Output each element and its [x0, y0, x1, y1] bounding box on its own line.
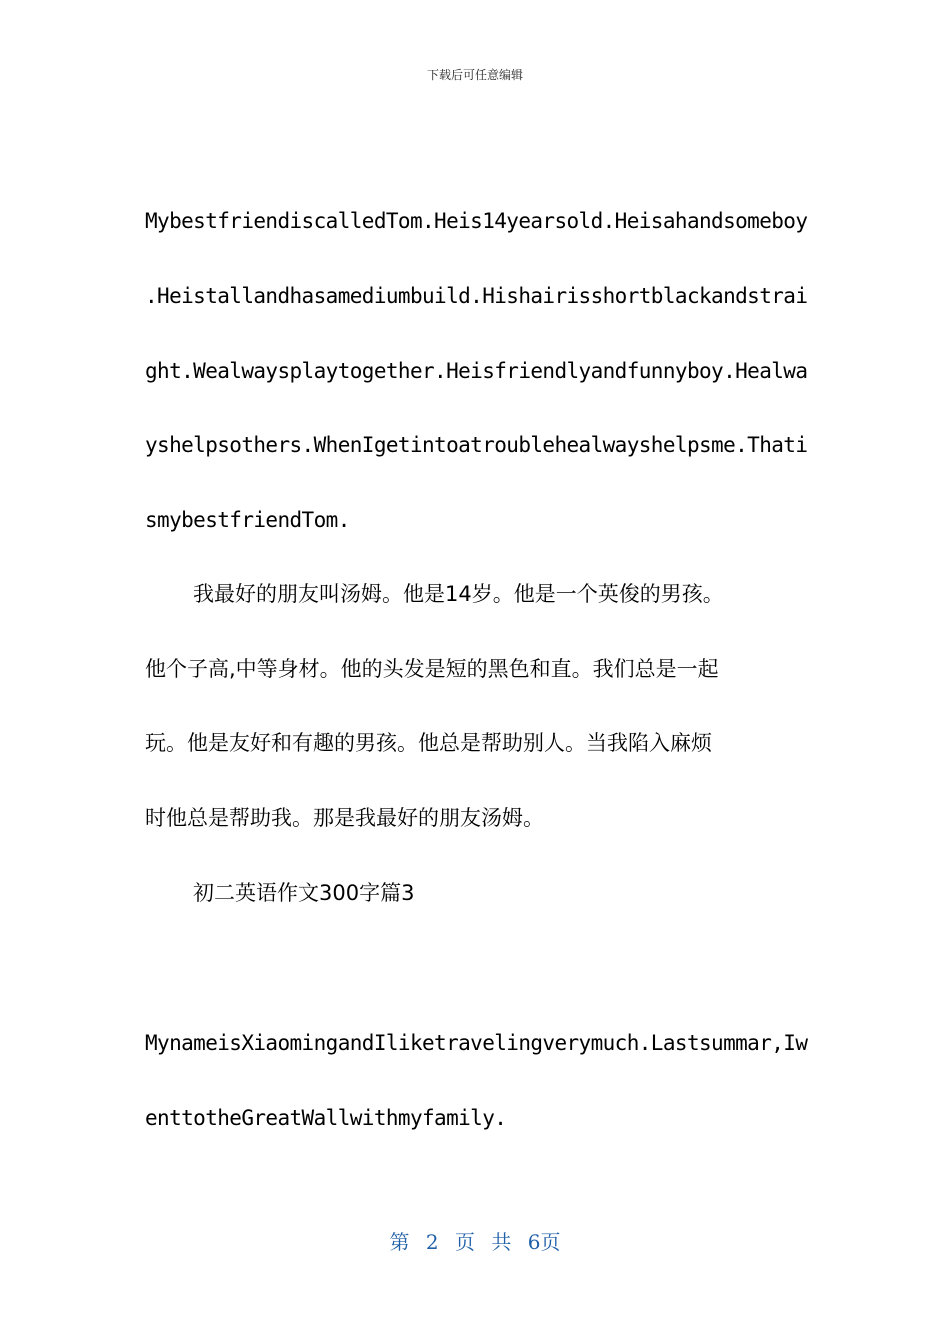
section-heading: 初二英语作文300字篇3 [193, 881, 415, 905]
chinese-para-1-line-4: 时他总是帮助我。那是我最好的朋友汤姆。 [145, 806, 544, 830]
chinese-para-1-line-1: 我最好的朋友叫汤姆。他是14岁。他是一个英俊的男孩。 [193, 582, 724, 606]
english-para-2-line-2: enttotheGreatWallwithmyfamily. [145, 1106, 507, 1130]
chinese-para-1-line-2: 他个子高,中等身材。他的头发是短的黑色和直。我们总是一起 [145, 657, 719, 681]
english-para-1-line-5: smybestfriendTom. [145, 508, 350, 532]
footer-label-di: 第 [389, 1230, 410, 1254]
english-para-1-line-3: ght.Wealwaysplaytogether.Heisfriendlyandfunnyboy.Healwa [145, 359, 808, 383]
page-header-note: 下载后可任意编辑 [426, 68, 523, 82]
footer-label-ye: 页 [455, 1230, 475, 1254]
page-footer [0, 1226, 950, 1255]
english-para-1-line-1: MybestfriendiscalledTom.Heis14yearsold.Heisahandsomeboy [145, 209, 808, 233]
footer-page-total: 6页 [527, 1230, 561, 1254]
footer-page-current: 2 [425, 1230, 439, 1254]
english-para-2-line-1: MynameisXiaomingandIliketravelingverymuch.Lastsummar,Iw [145, 1031, 808, 1055]
english-para-1-line-2: .Heistallandhasamediumbuild.Hishairisshortblackandstrai [145, 284, 808, 308]
chinese-para-1-line-3: 玩。他是友好和有趣的男孩。他总是帮助别人。当我陷入麻烦 [145, 731, 712, 755]
english-para-1-line-4: yshelpsothers.WhenIgetintoatroublehealwayshelpsme.Thati [145, 433, 808, 457]
footer-label-gong: 共 [491, 1230, 512, 1254]
